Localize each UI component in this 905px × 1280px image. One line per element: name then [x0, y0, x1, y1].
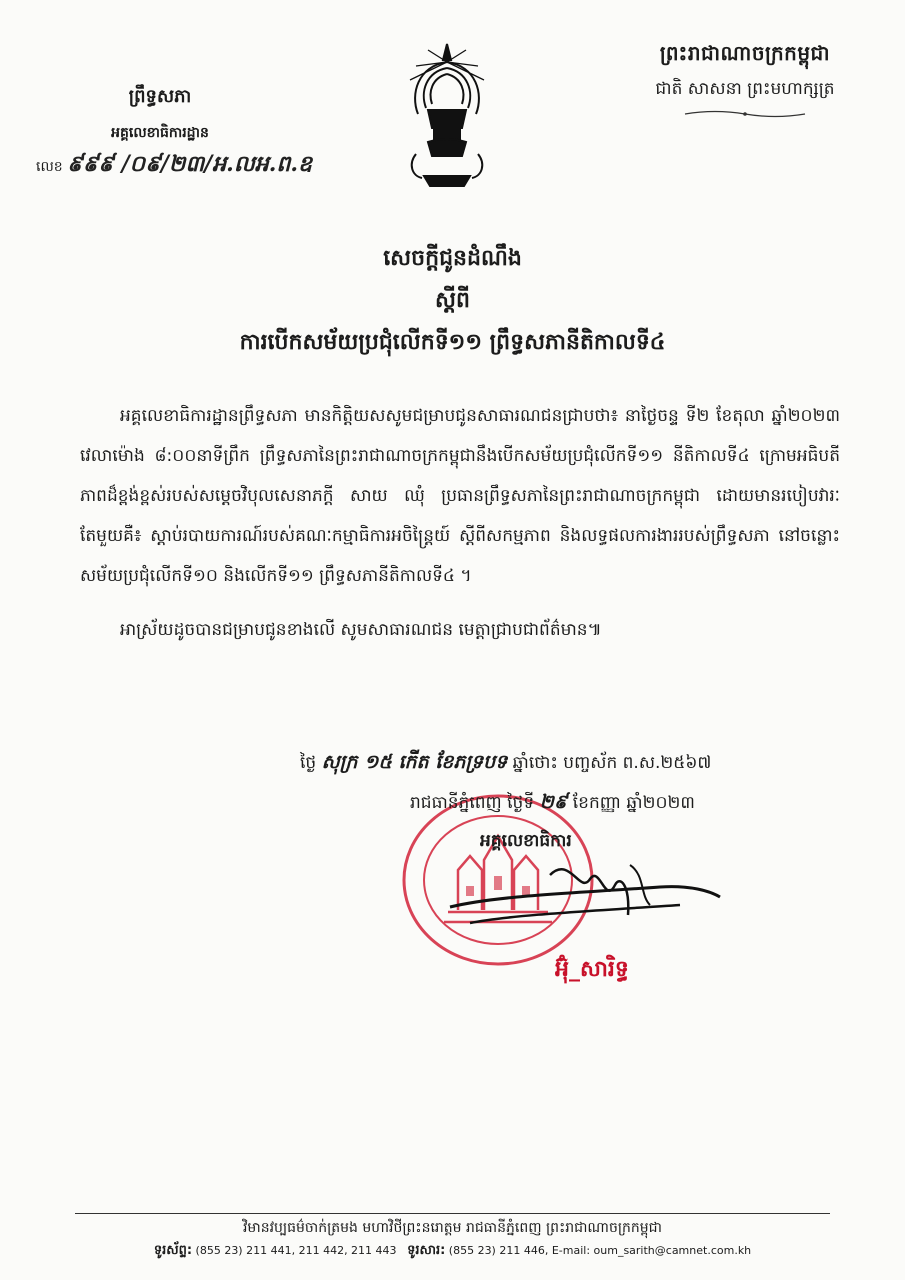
institution-header: [40, 84, 280, 144]
lunar-date-suffix: ឆ្នាំថោះ បញ្ចស័ក ព.ស.២៥៦៧: [512, 753, 712, 773]
lunar-date: [300, 750, 830, 778]
footer-divider: [75, 1213, 830, 1214]
solar-date-prefix: រាជធានីភ្នំពេញ ថ្ងៃទី: [410, 793, 535, 813]
kingdom-motto: ជាតិ សាសនា ព្រះមហាក្សត្រ: [655, 79, 835, 99]
footer-address: វិមានវប្បធម៌ចាក់ត្រមង មហាវិថីព្រះនរោត្តម រាជធានីភ្នំពេញ ព្រះរាជាណាចក្រកម្ពុជា: [242, 1220, 663, 1236]
document-subject: ការបើកសម័យប្រជុំលើកទី១១ ព្រឹទ្ធសភានីតិកាលទី៤: [239, 330, 666, 355]
lunar-date-prefix: ថ្ងៃ: [300, 753, 317, 773]
senate-emblem-icon: [398, 36, 496, 188]
kingdom-header: [620, 40, 870, 123]
solar-date: [410, 790, 830, 818]
document-title: សេចក្តីជូនដំណឹង: [383, 246, 522, 271]
document-title-block: [0, 244, 905, 360]
footer-contact: [0, 1242, 905, 1261]
signature-icon: [430, 845, 730, 955]
reference-label: លេខ: [36, 159, 63, 175]
solar-date-handwritten: ២៩: [539, 791, 568, 813]
reference-value: ៩៩៩ /០៩/២៣/អ.លអ.ព.ឧ: [67, 151, 313, 177]
lunar-date-handwritten: សុក្រ ១៥ កើត ខែភទ្របទ: [321, 751, 508, 773]
body-paragraph-2: អាស្រ័យដូចបានជម្រាបជូនខាងលើ សូមសាធារណជន មេត្តាជ្រាបជាព័ត៌មាន៕: [120, 620, 602, 640]
ornament-divider-icon: [680, 109, 810, 119]
footer-fax: (855 23) 211 446, E-mail: oum_sarith@camnet.com.kh: [448, 1244, 752, 1257]
signer-name: អ៊ុំ_សារិទ្ធ: [555, 957, 629, 982]
institution-name: ព្រឹទ្ធសភា: [128, 86, 192, 107]
footer-phone-label: ទូរស័ព្ទ:: [153, 1243, 193, 1258]
solar-date-suffix: ខែកញ្ញា ឆ្នាំ២០២៣: [572, 793, 695, 813]
footer-fax-label: ទូរសារ:: [407, 1243, 446, 1258]
document-subject-label: ស្តីពី: [435, 288, 470, 313]
institution-department: អគ្គលេខាធិការដ្ឋាន: [111, 125, 209, 141]
footer-phone: (855 23) 211 441, 211 442, 211 443: [195, 1244, 397, 1257]
signer-title: អគ្គលេខាធិការ: [480, 831, 572, 851]
document-body: [80, 396, 840, 650]
reference-number: [36, 150, 336, 182]
kingdom-title: ព្រះរាជាណាចក្រកម្ពុជា: [659, 41, 831, 65]
body-paragraph-1: អគ្គលេខាធិការដ្ឋានព្រឹទ្ធសភា មានកិត្តិយសសូមជម្រាបជូនសាធារណជនជ្រាបថា៖ នាថ្ងៃចន្ទ ទី២ ខែតុលា ឆ្នាំ២០២៣ វេលាម៉ោង ៨:០០នាទីព្រឹក ព្រឹទ្ធសភានៃព្រះរាជាណាចក្រកម្ពុជានឹងបើកសម័យប្រជុំលើកទី១១ នីតិកាលទី៤ ក្រោមអធិបតីភាពដ៏ខ្ពង់ខ្ពស់របស់សម្តេចវិបុលសេនាភក្តី សាយ ឈុំ ប្រធានព្រឹទ្ធសភានៃព្រះរាជាណាចក្រកម្ពុជា ដោយមានរបៀបវារៈតែមួយគឺ៖ ស្តាប់របាយការណ៍របស់គណៈកម្មាធិការអចិន្ត្រៃយ៍ ស្តីពីសកម្មភាព និងលទ្ធផលការងាររបស់ព្រឹទ្ធសភា នៅចន្លោះសម័យប្រជុំលើកទី១០ និងលើកទី១១ ព្រឹទ្ធសភានីតិកាលទី៤ ។: [80, 406, 840, 586]
